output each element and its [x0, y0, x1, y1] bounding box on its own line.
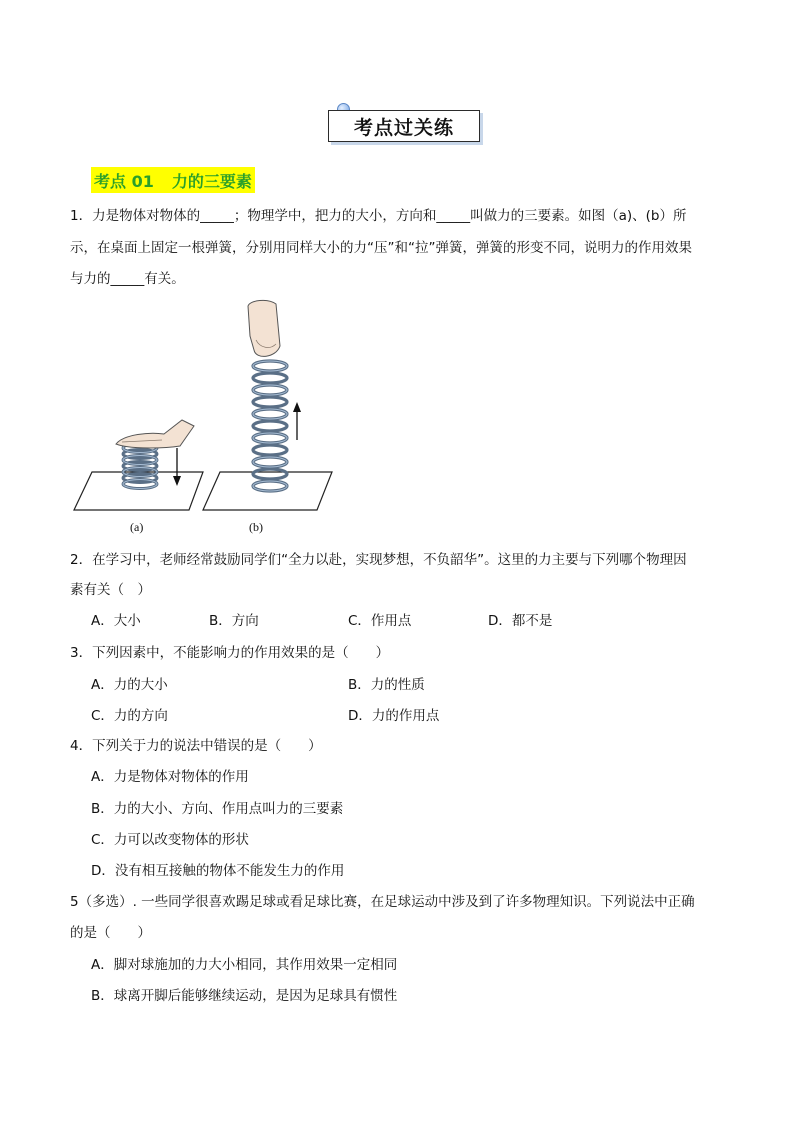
- label-b: (b): [249, 520, 263, 534]
- section-tag: 考点 01: [94, 171, 154, 191]
- q4-option-c: C．力可以改变物体的形状: [91, 832, 249, 848]
- q5-line-2: 的是（ ）: [70, 925, 151, 941]
- page-title: 考点过关练: [328, 110, 480, 142]
- title-banner: [328, 110, 484, 146]
- q2-option-c: C．作用点: [348, 613, 412, 629]
- q2-option-b: B．方向: [209, 613, 259, 629]
- q3-option-c: C．力的方向: [91, 708, 168, 724]
- q3-stem: 3．下列因素中，不能影响力的作用效果的是（ ）: [70, 645, 390, 661]
- section-heading: [91, 167, 255, 193]
- q3-option-b: B．力的性质: [348, 677, 425, 693]
- q5-option-a: A．脚对球施加的力大小相同，其作用效果一定相同: [91, 957, 398, 973]
- q2-line-2: 素有关（ ）: [70, 582, 151, 598]
- q3-option-d: D．力的作用点: [348, 708, 440, 724]
- q1-line-1: 1．力是物体对物体的_____；物理学中，把力的大小，方向和_____叫做力的三要素。如图（a)、(b）所: [70, 208, 687, 224]
- q2-option-d: D．都不是: [488, 613, 553, 629]
- q2-line-1: 2．在学习中，老师经常鼓励同学们“全力以赴，实现梦想，不负韶华”。这里的力主要与下列哪个物理因: [70, 552, 687, 568]
- q4-option-b: B．力的大小、方向、作用点叫力的三要素: [91, 801, 344, 817]
- q5-option-b: B．球离开脚后能够继续运动，是因为足球具有惯性: [91, 988, 398, 1004]
- label-a: (a): [130, 520, 144, 534]
- spring-figure: [72, 298, 337, 540]
- q4-option-a: A．力是物体对物体的作用: [91, 769, 249, 785]
- q2-option-a: A．大小: [91, 613, 141, 629]
- q3-option-a: A．力的大小: [91, 677, 168, 693]
- spring-diagram: [72, 298, 337, 540]
- q1-line-2: 示，在桌面上固定一根弹簧，分别用同样大小的力“压”和“拉”弹簧，弹簧的形变不同，说明力的作用效果: [70, 240, 692, 256]
- q1-line-3: 与力的_____有关。: [70, 271, 185, 287]
- section-name: 力的三要素: [171, 171, 252, 191]
- q4-stem: 4．下列关于力的说法中错误的是（ ）: [70, 738, 322, 754]
- q4-option-d: D．没有相互接触的物体不能发生力的作用: [91, 863, 345, 879]
- q5-line-1: 5（多选）. 一些同学很喜欢踢足球或看足球比赛，在足球运动中涉及到了许多物理知识。下列说法中正确: [70, 894, 695, 910]
